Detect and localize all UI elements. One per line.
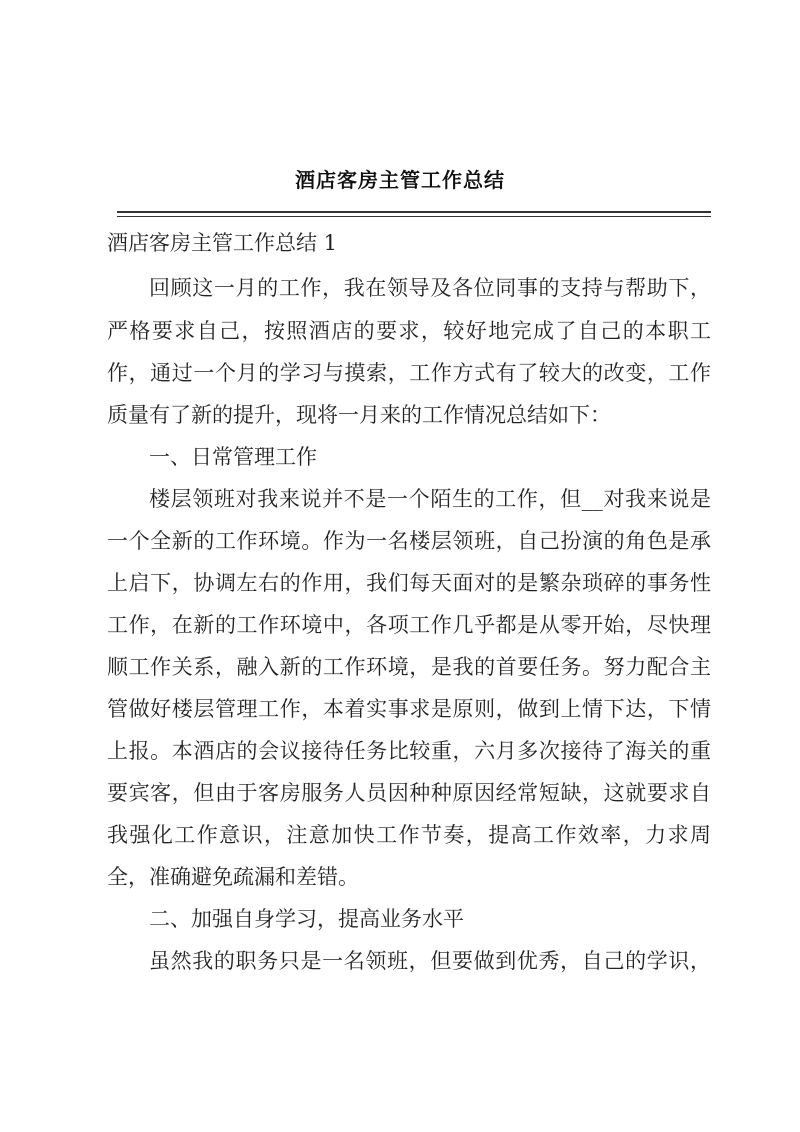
section-heading: 酒店客房主管工作总结 1 (107, 231, 338, 255)
title-divider-thick (117, 211, 711, 213)
paragraph-line: 我强化工作意识，注意加快工作节奏，提高工作效率，力求周 (107, 823, 711, 847)
subsection-heading: 二、加强自身学习，提高业务水平 (149, 907, 464, 931)
paragraph-line: 上启下，协调左右的作用，我们每天面对的是繁杂琐碎的事务性 (107, 571, 711, 595)
paragraph-line: 要宾客，但由于客房服务人员因种种原因经常短缺，这就要求自 (107, 781, 711, 805)
title-divider-thin (117, 216, 711, 217)
document-title: 酒店客房主管工作总结 (295, 168, 505, 192)
paragraph-line: 一个全新的工作环境。作为一名楼层领班，自己扮演的角色是承 (107, 529, 711, 553)
paragraph-line: 虽然我的职务只是一名领班，但要做到优秀，自己的学识， (149, 949, 711, 973)
paragraph-line: 工作，在新的工作环境中，各项工作几乎都是从零开始，尽快理 (107, 613, 711, 637)
paragraph-line: 作，通过一个月的学习与摸索，工作方式有了较大的改变，工作 (107, 361, 711, 385)
paragraph-line: 顺工作关系，融入新的工作环境，是我的首要任务。努力配合主 (107, 655, 711, 679)
paragraph-line: 管做好楼层管理工作，本着实事求是原则，做到上情下达，下情 (107, 697, 711, 721)
paragraph-line: 回顾这一月的工作，我在领导及各位同事的支持与帮助下， (149, 276, 711, 300)
subsection-heading: 一、日常管理工作 (149, 445, 317, 469)
paragraph-line: 质量有了新的提升，现将一月来的工作情况总结如下： (107, 403, 611, 427)
paragraph-line: 楼层领班对我来说并不是一个陌生的工作，但__对我来说是 (149, 487, 711, 511)
paragraph-line: 全，准确避免疏漏和差错。 (107, 865, 359, 889)
paragraph-line: 上报。本酒店的会议接待任务比较重，六月多次接待了海关的重 (107, 739, 711, 763)
paragraph-line: 严格要求自己，按照酒店的要求，较好地完成了自己的本职工 (107, 319, 711, 343)
